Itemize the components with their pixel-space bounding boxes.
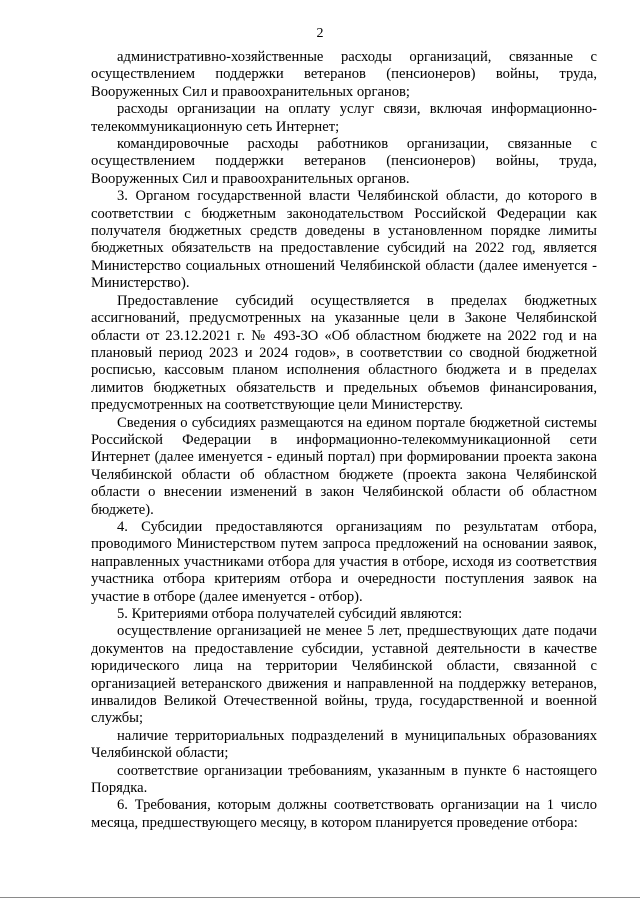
page-number: 2: [316, 26, 324, 41]
paragraph: 3. Органом государственной власти Челябинской области, до которого в соответствии с бюджетным законодательством Российской Федерации как получателя бюджетных средств доведены в установленном порядке лимиты бюджетных обязательств на предоставление субсидий на 2022 год, является Министерство социальных отношений Челябинской области (далее именуется - Министерство).: [91, 188, 597, 292]
paragraph: Предоставление субсидий осуществляется в пределах бюджетных ассигнований, предусмотренных на указанные цели в Законе Челябинской области от 23.12.2021 г. № 493-ЗО «Об областном бюджете на 2022 год и на плановый период 2023 и 2024 годов», в соответствии со сводной бюджетной росписью, кассовым планом исполнения областного бюджета и в пределах лимитов бюджетных обязательств и предельных объемов финансирования, предусмотренных на соответствующие цели Министерству.: [91, 292, 597, 414]
paragraph: Сведения о субсидиях размещаются на едином портале бюджетной системы Российской Федерации в информационно-телекоммуникационной сети Интернет (далее именуется - единый портал) при формировании проекта закона Челябинской области об областном бюджете (проекта закона Челябинской области о внесении изменений в закон Челябинской области об областном бюджете).: [91, 414, 597, 518]
paragraph: наличие территориальных подразделений в муниципальных образованиях Челябинской области;: [91, 727, 597, 762]
paragraph: 6. Требования, которым должны соответствовать организации на 1 число месяца, предшествующего месяцу, в котором планируется проведение отбора:: [91, 797, 597, 831]
paragraph: 4. Субсидии предоставляются организациям по результатам отбора, проводимого Министерством путем запроса предложений на основании заявок, направленных участниками отбора для участия в отборе, исходя из соответствия участника отбора критериям отбора и очередности поступления заявок на участие в отборе (далее именуется - отбор).: [91, 518, 597, 605]
paragraph: расходы организации на оплату услуг связи, включая информационно-телекоммуникационную сеть Интернет;: [91, 101, 597, 135]
paragraph: командировочные расходы работников организации, связанные с осуществлением поддержки ветеранов (пенсионеров) войны, труда, Вооруженных Сил и правоохранительных органов.: [91, 136, 597, 187]
paragraph: соответствие организации требованиям, указанным в пункте 6 настоящего Порядка.: [91, 762, 597, 797]
page-bottom-edge: [0, 897, 640, 898]
document-body: [91, 49, 597, 832]
paragraph: осуществление организацией не менее 5 лет, предшествующих дате подачи документов на предоставление субсидии, уставной деятельности в качестве юридического лица на территории Челябинской области, связанной с организацией ветеранского движения и направленной на поддержку ветеранов, инвалидов Великой Отечественной войны, труда, государственной и военной службы;: [91, 623, 597, 727]
paragraph: 5. Критериями отбора получателей субсидий являются:: [117, 606, 463, 622]
paragraph: административно-хозяйственные расходы организаций, связанные с осуществлением поддержки ветеранов (пенсионеров) войны, труда, Вооруженных Сил и правоохранительных органов;: [91, 49, 597, 100]
